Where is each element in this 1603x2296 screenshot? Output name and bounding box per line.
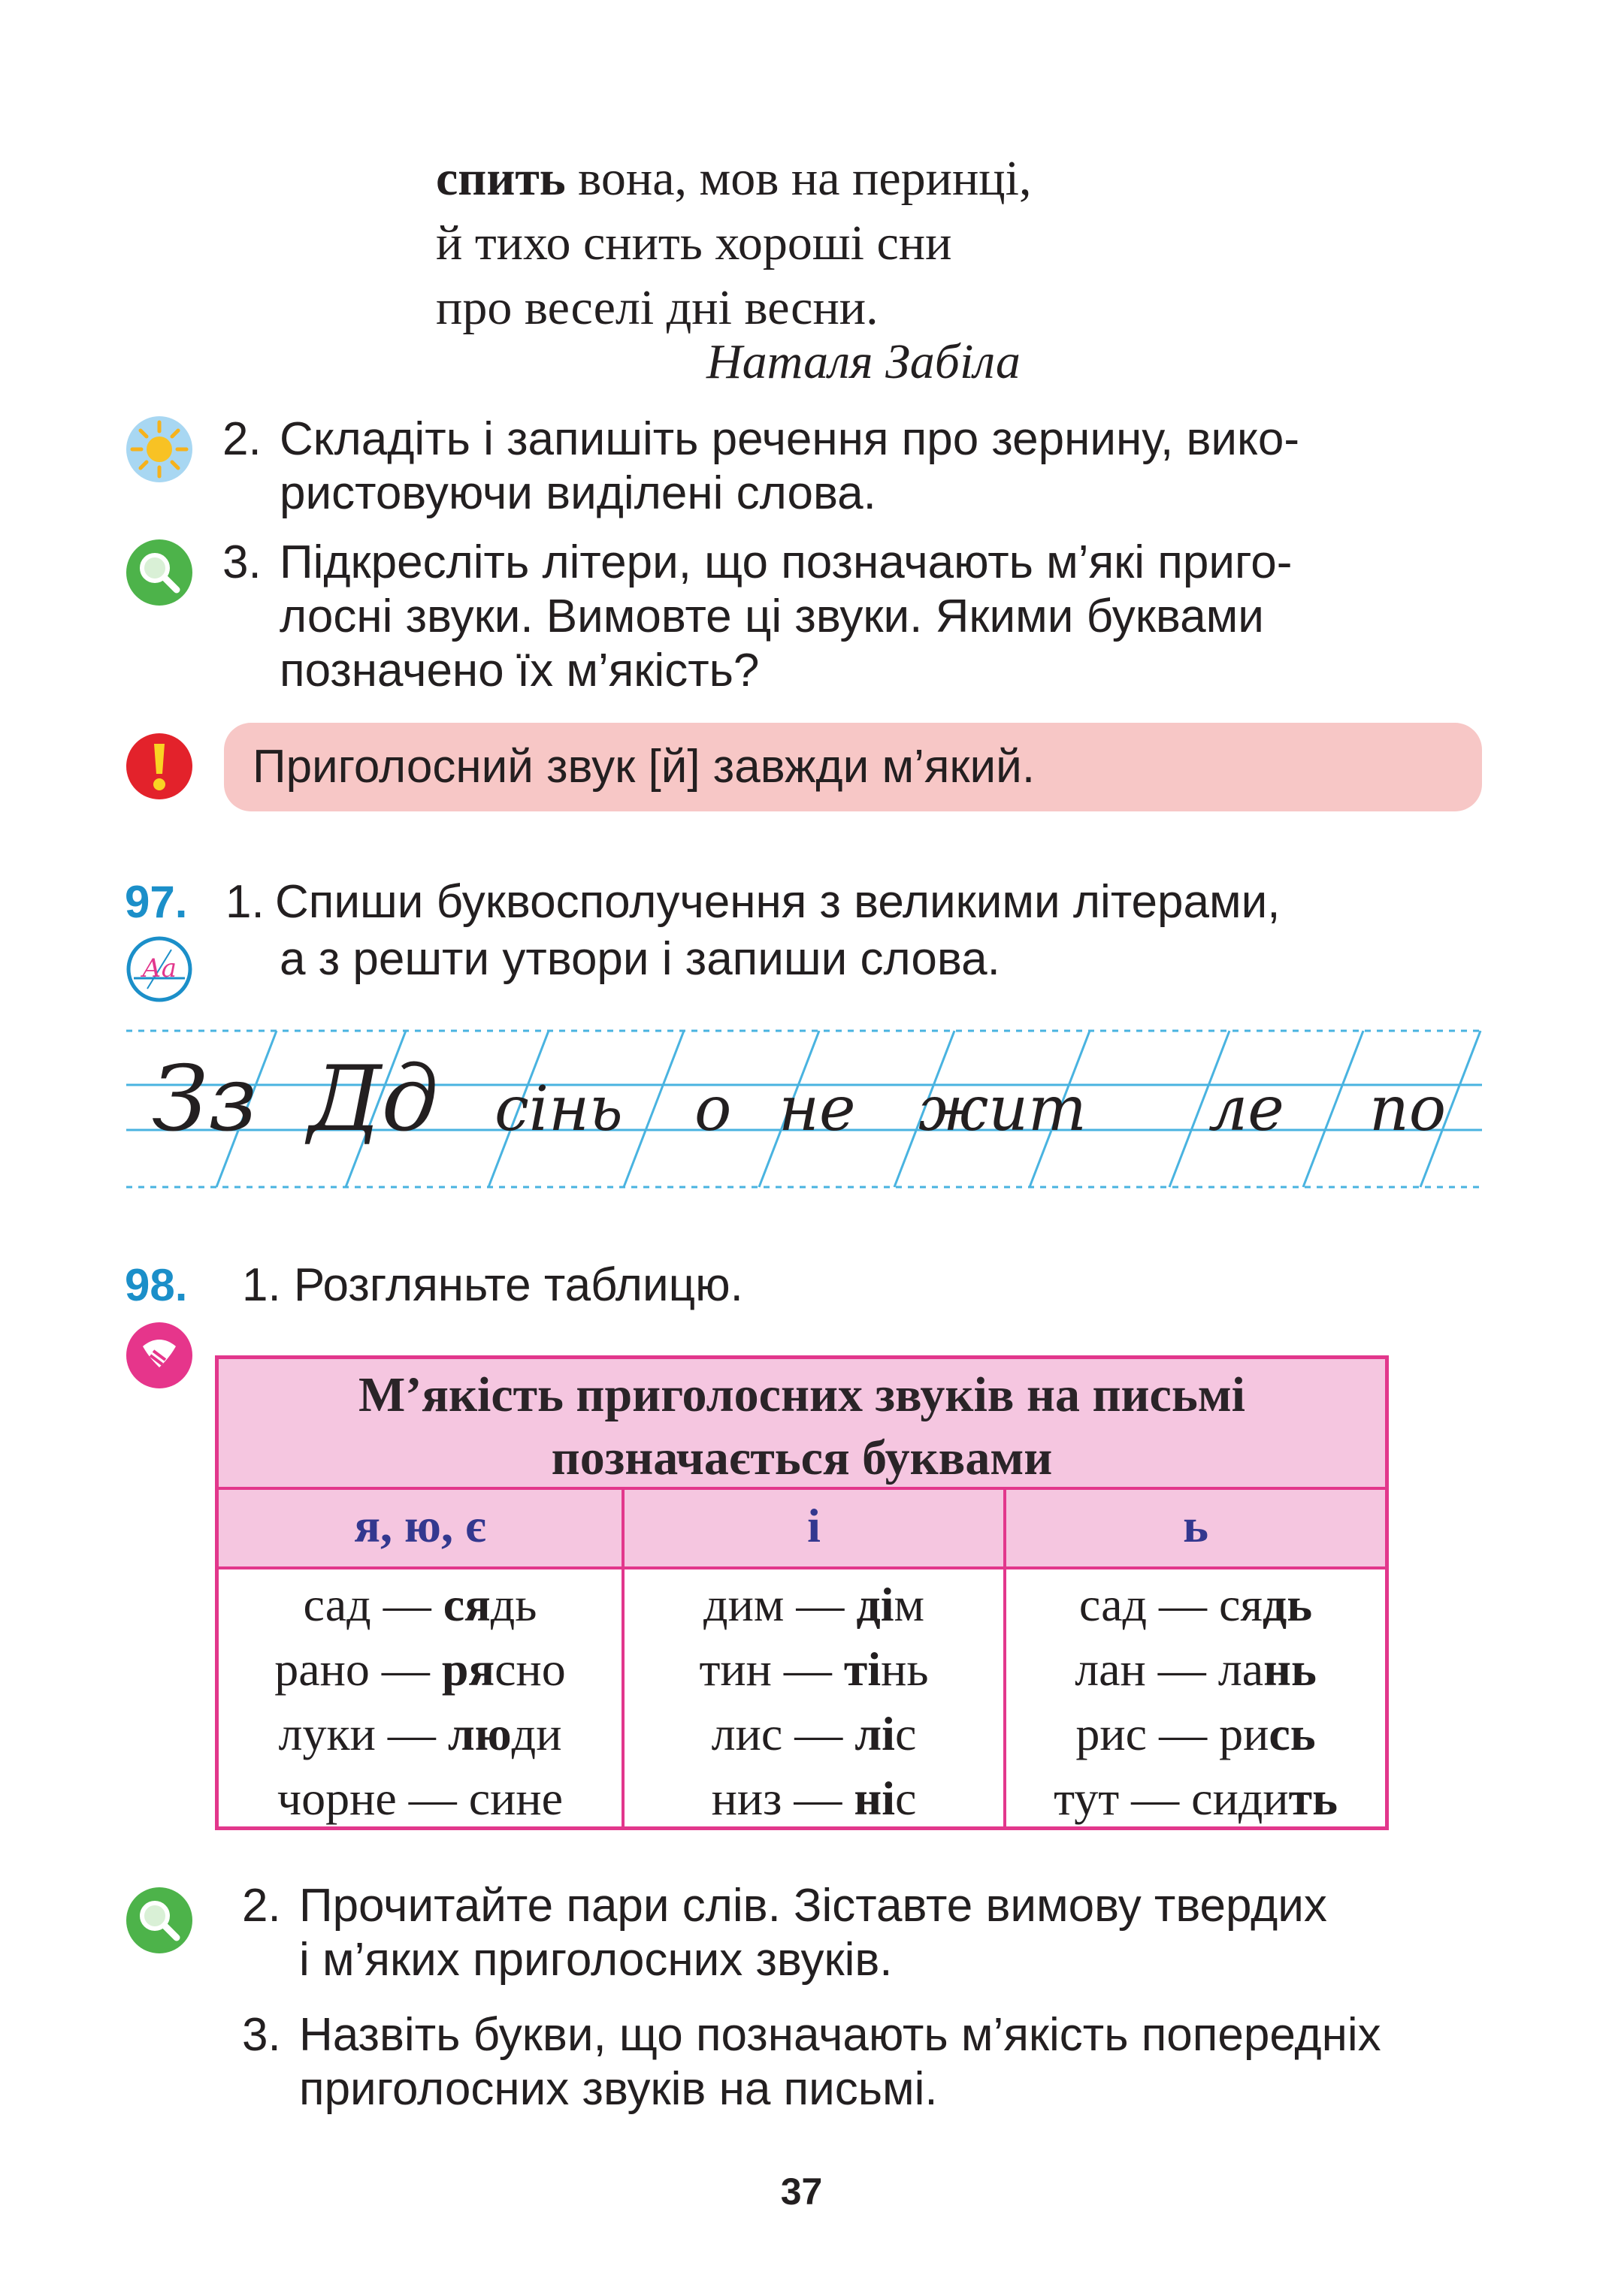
- exercise-98-task-1: 1. Розгляньте таблицю.: [242, 1259, 743, 1311]
- exercise-98-task-3-line-2: приголосних звуків на письмі.: [299, 2063, 938, 2115]
- rule-box: [224, 723, 1482, 811]
- magnifier-icon: [125, 1886, 194, 1955]
- table-title-line-1: М’якість приголосних звуків на письмі: [358, 1367, 1246, 1422]
- table-cell: дим — дім: [703, 1578, 924, 1631]
- table-cell: лис — ліс: [711, 1707, 917, 1760]
- exclamation-icon: [125, 732, 194, 801]
- task-2-line-2: ристовуючи виділені слова.: [280, 467, 876, 519]
- handwriting-icon: [125, 935, 194, 1004]
- exercise-97-task-number: 1.: [225, 876, 265, 928]
- softness-table: [215, 1355, 1389, 1830]
- exercise-98-task-2-line-2: і м’яких приголосних звуків.: [299, 1934, 893, 1986]
- cursive-word-2: Дд: [308, 1047, 439, 1152]
- table-cell: луки — люди: [278, 1707, 562, 1760]
- exercise-97-line-1: Спиши буквосполучення з великими літерами,: [275, 876, 1281, 928]
- table-cell: лан — лань: [1075, 1642, 1317, 1696]
- cursive-word-7: ле: [1208, 1074, 1284, 1145]
- task-3-line-3: позначено їх м’якість?: [280, 645, 760, 696]
- sun-icon: [125, 415, 194, 484]
- cursive-writing-lines: [126, 1016, 1482, 1204]
- handshake-icon: [125, 1321, 194, 1390]
- task-2-number: 2.: [222, 413, 262, 465]
- exercise-98-task-2-line-1: Прочитайте пари слів. Зіставте вимову твердих: [299, 1880, 1327, 1932]
- poem-line-2: й тихо снить хороші сни: [436, 216, 952, 270]
- task-2-line-1: Складіть і запишіть речення про зернину, вико-: [280, 413, 1299, 465]
- cursive-word-3: сінь: [495, 1074, 623, 1145]
- exercise-98-task-3-line-1: Назвіть букви, що позначають м’якість попередніх: [299, 2009, 1381, 2061]
- task-3-number: 3.: [222, 536, 262, 588]
- table-cell: низ — ніс: [711, 1772, 917, 1825]
- poem-line-1-rest: вона, мов на перинці,: [565, 151, 1032, 206]
- table-cell: сад — сядь: [1078, 1578, 1313, 1631]
- task-3-line-2: лосні звуки. Вимовте ці звуки. Якими буквами: [280, 591, 1264, 642]
- table-title-line-2: позначається буквами: [551, 1430, 1053, 1485]
- handwriting-icon-letters: Аа: [141, 953, 177, 983]
- task-3-line-1: Підкресліть літери, що позначають м’які приго-: [280, 536, 1293, 588]
- exercise-97-number: 97.: [125, 877, 188, 927]
- table-cell: тин — тінь: [699, 1642, 929, 1696]
- table-column-1: [219, 1566, 622, 1826]
- poem-bold-word: спить: [436, 151, 566, 206]
- cursive-word-4: о: [694, 1074, 732, 1145]
- poem-line-3: про веселі дні весни.: [436, 280, 879, 335]
- magnifier-icon: [125, 538, 194, 607]
- exercise-98-task-3-number: 3.: [242, 2009, 281, 2061]
- cursive-word-1: Зз: [152, 1047, 258, 1152]
- cursive-word-5: не: [779, 1074, 856, 1145]
- table-cell: рано — рясно: [274, 1642, 566, 1696]
- cursive-word-8: по: [1369, 1074, 1447, 1145]
- table-cell: тут — сидить: [1054, 1772, 1338, 1825]
- table-cell: сад — сядь: [303, 1578, 537, 1631]
- table-title: [219, 1359, 1385, 1490]
- poem-author: Наталя Забіла: [706, 334, 1021, 389]
- table-cell: чорне — сине: [277, 1772, 564, 1825]
- table-cell: рис — рись: [1075, 1707, 1316, 1760]
- exercise-98-number: 98.: [125, 1260, 188, 1310]
- table-column-2: [625, 1566, 1003, 1826]
- poem-line-1: [436, 149, 1031, 209]
- rule-text: Приголосний звук [й] завжди м’який.: [253, 741, 1036, 793]
- exercise-97-line-2: а з решти утвори і запиши слова.: [280, 933, 1000, 985]
- table-column-3: [1006, 1566, 1385, 1826]
- table-header-3: ь: [1006, 1490, 1385, 1569]
- exercise-98-task-2-number: 2.: [242, 1880, 281, 1932]
- cursive-word-6: жит: [918, 1074, 1087, 1145]
- table-header-1: я, ю, є: [219, 1490, 622, 1569]
- table-header-2: і: [625, 1490, 1003, 1569]
- page-number: 37: [780, 2171, 823, 2213]
